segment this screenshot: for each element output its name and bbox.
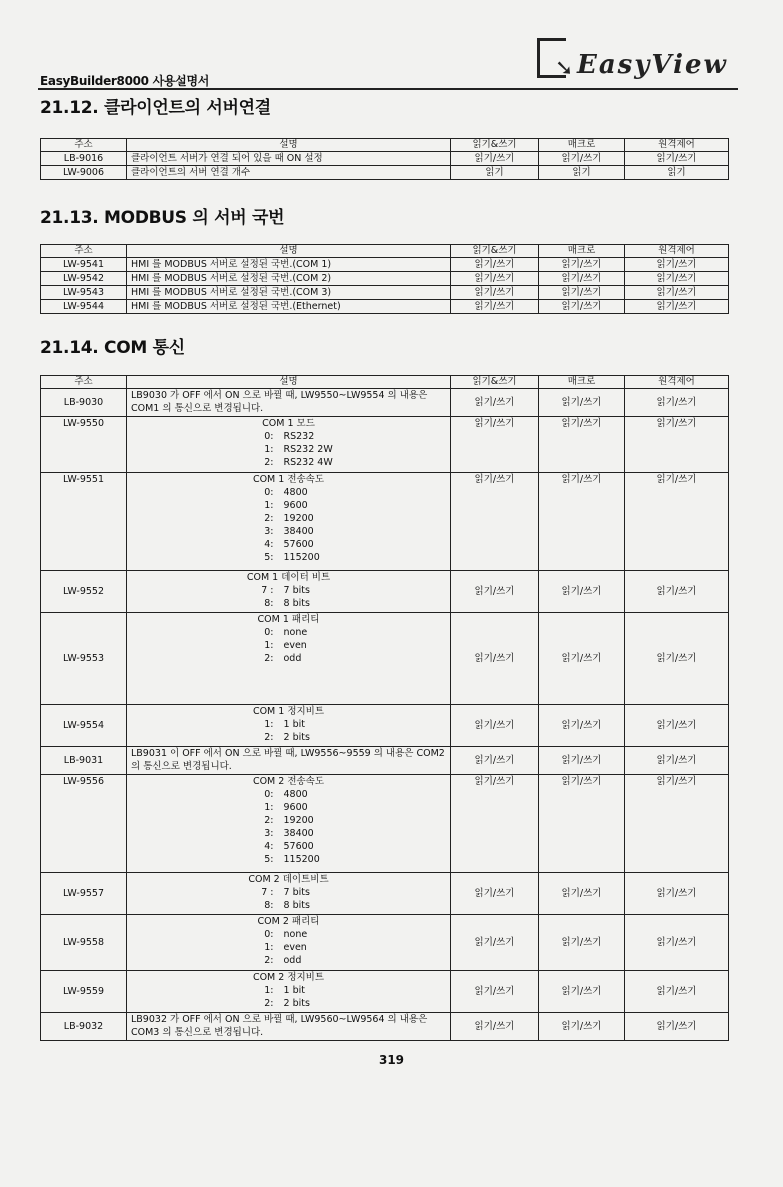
option-value: 115200	[283, 552, 320, 563]
option-value: 57600	[283, 539, 314, 550]
option-value: 19200	[283, 513, 314, 524]
option-line	[131, 512, 446, 525]
column-header: 읽기&쓰기	[451, 245, 539, 258]
column-header: 주소	[41, 376, 127, 389]
macro-cell: 읽기/쓰기	[539, 417, 625, 473]
option-line	[131, 584, 446, 597]
column-header: 읽기&쓰기	[451, 376, 539, 389]
option-value: 7 bits	[283, 585, 310, 596]
column-header: 주소	[41, 245, 127, 258]
column-header: 원격제어	[625, 139, 729, 152]
table-row	[41, 705, 729, 747]
description-cell: LB9031 이 OFF 에서 ON 으로 바뀔 때, LW9556~9559 의 내용은 COM2 의 통신으로 변경됩니다.	[127, 747, 451, 775]
description-cell: HMI 를 MODBUS 서버로 설정된 국번.(COM 1)	[127, 258, 451, 272]
description-cell	[127, 613, 451, 705]
rw-cell: 읽기/쓰기	[451, 915, 539, 971]
option-line	[131, 788, 446, 801]
rw-cell: 읽기/쓰기	[451, 873, 539, 915]
option-line	[131, 718, 446, 731]
table-row	[41, 571, 729, 613]
option-line	[131, 525, 446, 538]
table-com	[40, 375, 729, 1041]
table-row	[41, 613, 729, 705]
option-value: 115200	[283, 854, 320, 865]
column-header: 주소	[41, 139, 127, 152]
remote-cell: 읽기/쓰기	[625, 473, 729, 571]
rw-cell: 읽기/쓰기	[451, 705, 539, 747]
option-line	[131, 597, 446, 610]
address-cell: LW-9552	[41, 571, 127, 613]
description-cell	[127, 705, 451, 747]
remote-cell: 읽기/쓰기	[625, 1013, 729, 1041]
option-value: RS232	[283, 431, 315, 442]
option-code: 1:	[264, 802, 274, 813]
easyview-logo	[537, 36, 727, 86]
option-code: 2:	[264, 955, 274, 966]
table-row	[41, 915, 729, 971]
option-title: COM 2 전송속도	[252, 776, 325, 787]
option-code: 1:	[264, 500, 274, 511]
remote-cell: 읽기/쓰기	[625, 272, 729, 286]
option-line	[131, 941, 446, 954]
description-cell	[127, 571, 451, 613]
option-line	[131, 626, 446, 639]
option-line	[131, 538, 446, 551]
macro-cell: 읽기/쓰기	[539, 571, 625, 613]
option-title: COM 2 패리티	[257, 916, 320, 927]
option-value: none	[283, 929, 308, 940]
remote-cell: 읽기/쓰기	[625, 775, 729, 873]
macro-cell: 읽기/쓰기	[539, 152, 625, 166]
macro-cell: 읽기/쓰기	[539, 272, 625, 286]
option-code: 0:	[264, 627, 274, 638]
address-cell: LW-9550	[41, 417, 127, 473]
rw-cell: 읽기/쓰기	[451, 272, 539, 286]
option-code: 7 :	[261, 887, 274, 898]
column-header: 설명	[127, 245, 451, 258]
rw-cell: 읽기/쓰기	[451, 775, 539, 873]
macro-cell: 읽기/쓰기	[539, 747, 625, 775]
column-header: 매크로	[539, 245, 625, 258]
option-code: 2:	[264, 653, 274, 664]
table-row	[41, 258, 729, 272]
option-value: RS232 2W	[283, 444, 333, 455]
option-line	[131, 899, 446, 912]
section-title-modbus: 21.13. MODBUS 의 서버 국번	[40, 208, 285, 228]
option-line	[131, 731, 446, 744]
address-cell: LW-9543	[41, 286, 127, 300]
option-title: COM 1 모드	[262, 418, 315, 429]
table-row	[41, 300, 729, 314]
address-cell: LW-9557	[41, 873, 127, 915]
option-line	[131, 639, 446, 652]
address-cell: LW-9554	[41, 705, 127, 747]
remote-cell: 읽기	[625, 166, 729, 180]
macro-cell: 읽기	[539, 166, 625, 180]
option-title: COM 1 패리티	[257, 614, 320, 625]
option-code: 5:	[264, 854, 274, 865]
table-client-server	[40, 138, 729, 180]
description-cell	[127, 417, 451, 473]
option-code: 5:	[264, 552, 274, 563]
macro-cell: 읽기/쓰기	[539, 286, 625, 300]
remote-cell: 읽기/쓰기	[625, 747, 729, 775]
option-line	[131, 840, 446, 853]
option-value: even	[283, 640, 307, 651]
option-line	[131, 456, 446, 469]
option-line	[131, 814, 446, 827]
option-value: 8 bits	[283, 900, 310, 911]
option-value: 2 bits	[283, 732, 310, 743]
column-header: 읽기&쓰기	[451, 139, 539, 152]
option-code: 4:	[264, 539, 274, 550]
table-row	[41, 747, 729, 775]
option-value: 9600	[283, 500, 308, 511]
macro-cell: 읽기/쓰기	[539, 705, 625, 747]
option-code: 7 :	[261, 585, 274, 596]
remote-cell: 읽기/쓰기	[625, 613, 729, 705]
remote-cell: 읽기/쓰기	[625, 873, 729, 915]
option-value: 1 bit	[283, 985, 305, 996]
address-cell: LW-9551	[41, 473, 127, 571]
macro-cell: 읽기/쓰기	[539, 775, 625, 873]
column-header: 매크로	[539, 139, 625, 152]
table-row	[41, 873, 729, 915]
macro-cell: 읽기/쓰기	[539, 915, 625, 971]
rw-cell: 읽기/쓰기	[451, 300, 539, 314]
description-cell: 클라이언트 서버가 연결 되어 있을 때 ON 설정	[127, 152, 451, 166]
address-cell: LW-9556	[41, 775, 127, 873]
option-code: 0:	[264, 487, 274, 498]
option-code: 1:	[264, 942, 274, 953]
description-cell: HMI 를 MODBUS 서버로 설정된 국번.(COM 2)	[127, 272, 451, 286]
remote-cell: 읽기/쓰기	[625, 417, 729, 473]
remote-cell: 읽기/쓰기	[625, 258, 729, 272]
rw-cell: 읽기/쓰기	[451, 971, 539, 1013]
section-title-com: 21.14. COM 통신	[40, 338, 185, 358]
rw-cell: 읽기/쓰기	[451, 747, 539, 775]
option-value: 38400	[283, 828, 314, 839]
rw-cell: 읽기/쓰기	[451, 152, 539, 166]
table-row	[41, 775, 729, 873]
option-code: 1:	[264, 640, 274, 651]
option-code: 1:	[264, 985, 274, 996]
option-value: 4800	[283, 789, 308, 800]
description-cell: HMI 를 MODBUS 서버로 설정된 국번.(COM 3)	[127, 286, 451, 300]
option-title: COM 2 정지비트	[252, 972, 325, 983]
rw-cell: 읽기/쓰기	[451, 1013, 539, 1041]
option-value: odd	[283, 653, 302, 664]
table-row	[41, 389, 729, 417]
column-header: 매크로	[539, 376, 625, 389]
table-row	[41, 272, 729, 286]
option-line	[131, 551, 446, 564]
macro-cell: 읽기/쓰기	[539, 258, 625, 272]
table-row	[41, 417, 729, 473]
address-cell: LW-9541	[41, 258, 127, 272]
table-row	[41, 152, 729, 166]
table-modbus	[40, 244, 729, 314]
description-cell: HMI 를 MODBUS 서버로 설정된 국번.(Ethernet)	[127, 300, 451, 314]
address-cell: LW-9542	[41, 272, 127, 286]
option-line	[131, 954, 446, 967]
rw-cell: 읽기/쓰기	[451, 389, 539, 417]
remote-cell: 읽기/쓰기	[625, 152, 729, 166]
macro-cell: 읽기/쓰기	[539, 873, 625, 915]
rw-cell: 읽기/쓰기	[451, 571, 539, 613]
option-code: 2:	[264, 998, 274, 1009]
option-code: 2:	[264, 513, 274, 524]
option-value: 7 bits	[283, 887, 310, 898]
option-title: COM 1 전송속도	[252, 474, 325, 485]
logo-arrow-icon: ➘	[555, 56, 574, 81]
option-code: 2:	[264, 457, 274, 468]
header-divider	[38, 88, 738, 90]
macro-cell: 읽기/쓰기	[539, 389, 625, 417]
option-line	[131, 430, 446, 443]
remote-cell: 읽기/쓰기	[625, 389, 729, 417]
option-value: 2 bits	[283, 998, 310, 1009]
column-header: 원격제어	[625, 245, 729, 258]
column-header: 원격제어	[625, 376, 729, 389]
column-header: 설명	[127, 139, 451, 152]
rw-cell: 읽기/쓰기	[451, 473, 539, 571]
address-cell: LW-9006	[41, 166, 127, 180]
table-row	[41, 971, 729, 1013]
option-value: none	[283, 627, 308, 638]
remote-cell: 읽기/쓰기	[625, 300, 729, 314]
description-cell: LB9032 가 OFF 에서 ON 으로 바뀔 때, LW9560~LW9564 의 내용은 COM3 의 통신으로 변경됩니다.	[127, 1013, 451, 1041]
header-row	[41, 139, 729, 152]
remote-cell: 읽기/쓰기	[625, 915, 729, 971]
header-row	[41, 376, 729, 389]
macro-cell: 읽기/쓰기	[539, 613, 625, 705]
table-row	[41, 473, 729, 571]
macro-cell: 읽기/쓰기	[539, 971, 625, 1013]
option-line	[131, 499, 446, 512]
option-line	[131, 443, 446, 456]
option-value: 9600	[283, 802, 308, 813]
rw-cell: 읽기/쓰기	[451, 286, 539, 300]
option-code: 0:	[264, 789, 274, 800]
option-code: 0:	[264, 929, 274, 940]
option-title: COM 2 데이트비트	[248, 874, 329, 885]
table-row	[41, 286, 729, 300]
header-row	[41, 245, 729, 258]
option-line	[131, 652, 446, 665]
option-code: 1:	[264, 444, 274, 455]
option-value: even	[283, 942, 307, 953]
option-title: COM 1 정지비트	[252, 706, 325, 717]
table-row	[41, 1013, 729, 1041]
option-line	[131, 801, 446, 814]
description-cell	[127, 473, 451, 571]
address-cell: LB-9031	[41, 747, 127, 775]
option-line	[131, 984, 446, 997]
description-cell	[127, 775, 451, 873]
remote-cell: 읽기/쓰기	[625, 705, 729, 747]
option-value: RS232 4W	[283, 457, 333, 468]
option-line	[131, 997, 446, 1010]
option-code: 4:	[264, 841, 274, 852]
option-value: 38400	[283, 526, 314, 537]
option-value: 57600	[283, 841, 314, 852]
remote-cell: 읽기/쓰기	[625, 571, 729, 613]
address-cell: LW-9558	[41, 915, 127, 971]
remote-cell: 읽기/쓰기	[625, 971, 729, 1013]
address-cell: LB-9016	[41, 152, 127, 166]
option-line	[131, 853, 446, 866]
macro-cell: 읽기/쓰기	[539, 300, 625, 314]
table-row	[41, 166, 729, 180]
address-cell: LW-9553	[41, 613, 127, 705]
rw-cell: 읽기/쓰기	[451, 417, 539, 473]
address-cell: LB-9030	[41, 389, 127, 417]
option-line	[131, 928, 446, 941]
description-cell: LB9030 가 OFF 에서 ON 으로 바뀔 때, LW9550~LW9554 의 내용은 COM1 의 통신으로 변경됩니다.	[127, 389, 451, 417]
remote-cell: 읽기/쓰기	[625, 286, 729, 300]
rw-cell: 읽기/쓰기	[451, 613, 539, 705]
address-cell: LB-9032	[41, 1013, 127, 1041]
option-value: odd	[283, 955, 302, 966]
option-code: 3:	[264, 828, 274, 839]
macro-cell: 읽기/쓰기	[539, 473, 625, 571]
option-code: 8:	[264, 900, 274, 911]
rw-cell: 읽기/쓰기	[451, 258, 539, 272]
description-cell	[127, 971, 451, 1013]
description-cell	[127, 873, 451, 915]
option-value: 1 bit	[283, 719, 305, 730]
option-title: COM 1 데이터 비트	[246, 572, 331, 583]
logo-text: EasyView	[577, 50, 728, 80]
option-value: 8 bits	[283, 598, 310, 609]
option-line	[131, 886, 446, 899]
description-cell: 클라이언트의 서버 연결 개수	[127, 166, 451, 180]
option-code: 1:	[264, 719, 274, 730]
option-code: 2:	[264, 815, 274, 826]
address-cell: LW-9559	[41, 971, 127, 1013]
manual-title: EasyBuilder8000 사용설명서	[40, 74, 210, 88]
section-title-client-server: 21.12. 클라이언트의 서버연결	[40, 98, 271, 118]
option-code: 8:	[264, 598, 274, 609]
page-number: 319	[378, 1053, 405, 1067]
option-line	[131, 486, 446, 499]
macro-cell: 읽기/쓰기	[539, 1013, 625, 1041]
rw-cell: 읽기	[451, 166, 539, 180]
option-code: 3:	[264, 526, 274, 537]
option-code: 2:	[264, 732, 274, 743]
option-line	[131, 827, 446, 840]
address-cell: LW-9544	[41, 300, 127, 314]
option-code: 0:	[264, 431, 274, 442]
option-value: 19200	[283, 815, 314, 826]
description-cell	[127, 915, 451, 971]
option-value: 4800	[283, 487, 308, 498]
column-header: 설명	[127, 376, 451, 389]
